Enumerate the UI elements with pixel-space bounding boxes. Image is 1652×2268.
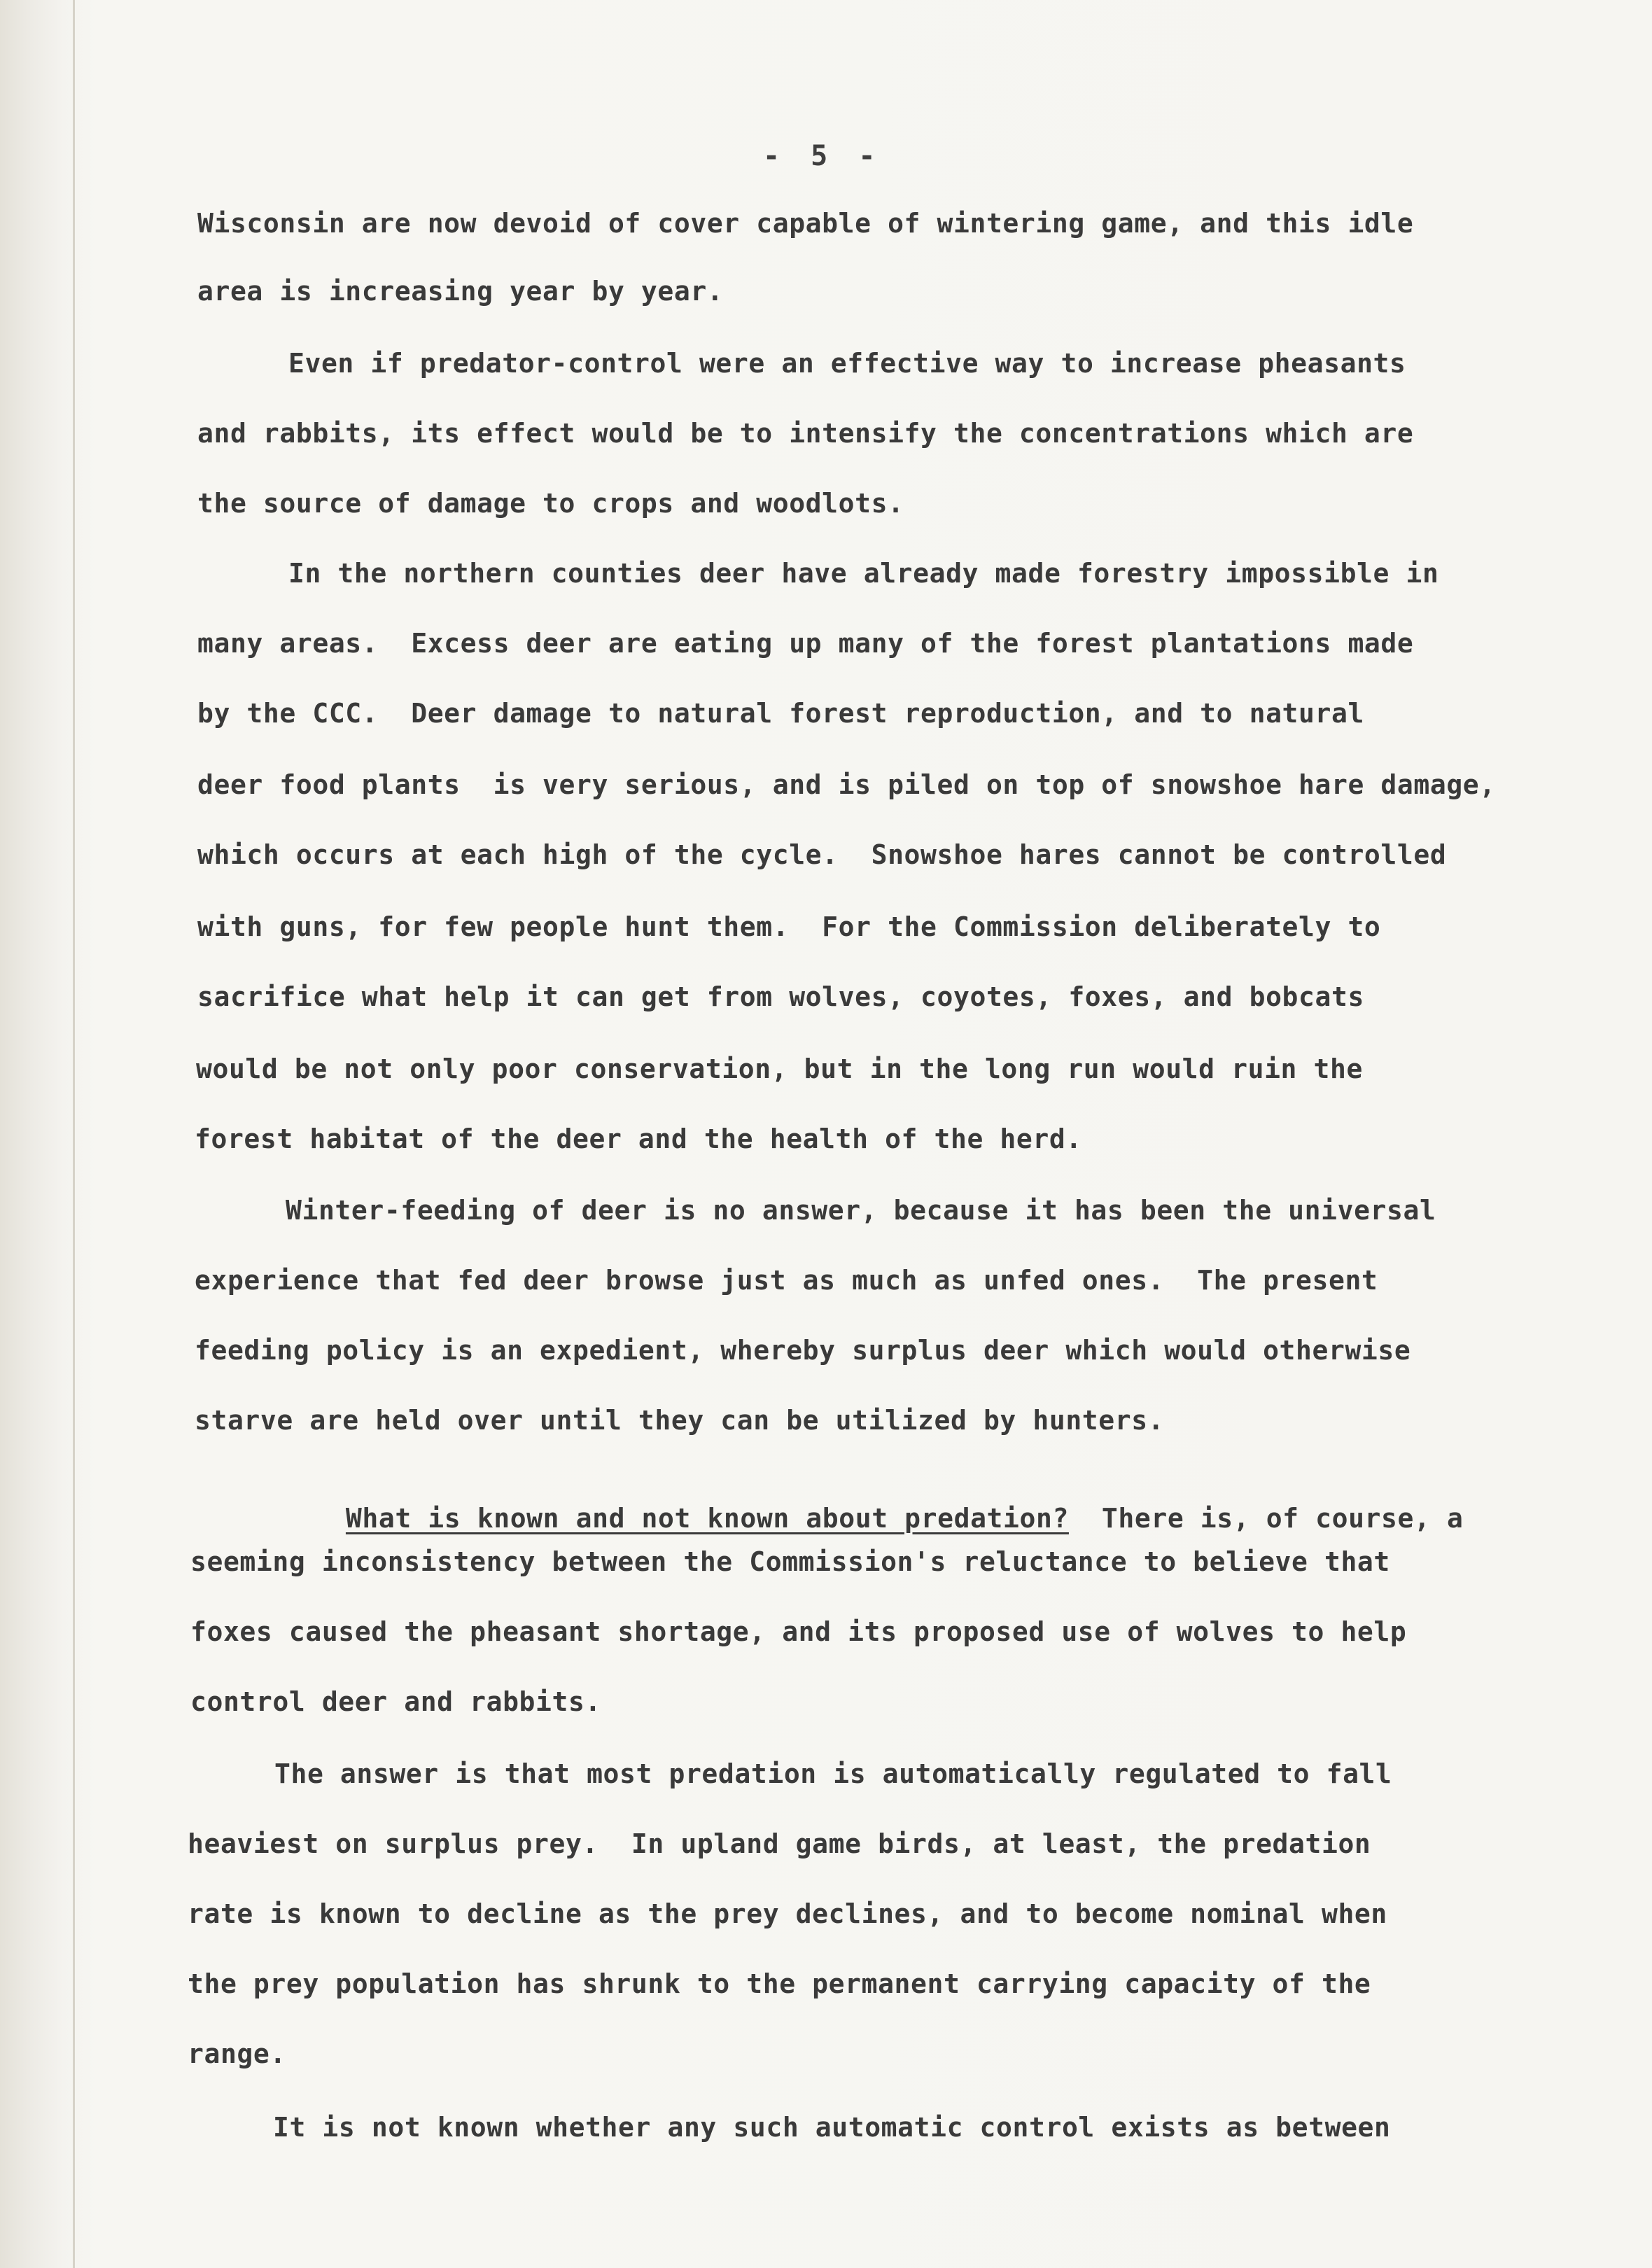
body-line: by the CCC. Deer damage to natural forest reproduction, and to natural: [197, 698, 1364, 729]
body-line: Even if predator-control were an effective way to increase pheasants: [288, 348, 1406, 379]
page-number: - 5 -: [763, 140, 883, 172]
body-line: experience that fed deer browse just as much as unfed ones. The present: [195, 1265, 1378, 1296]
paper-fold-edge: [73, 0, 75, 2268]
body-line: many areas. Excess deer are eating up many of the forest plantations made: [197, 628, 1414, 659]
body-line: area is increasing year by year.: [197, 276, 724, 307]
body-line: which occurs at each high of the cycle. Snowshoe hares cannot be controlled: [197, 839, 1447, 870]
body-line: feeding policy is an expedient, whereby surplus deer which would otherwise: [195, 1335, 1411, 1366]
body-line: heaviest on surplus prey. In upland game birds, at least, the predation: [188, 1828, 1371, 1859]
body-line: would be not only poor conservation, but in the long run would ruin the: [196, 1054, 1363, 1084]
body-line: forest habitat of the deer and the health of the herd.: [195, 1124, 1082, 1154]
body-line: The answer is that most predation is automatically regulated to fall: [274, 1758, 1392, 1789]
body-line: the prey population has shrunk to the permanent carrying capacity of the: [188, 1968, 1371, 1999]
body-line: and rabbits, its effect would be to intensify the concentrations which are: [197, 418, 1414, 449]
body-line: Wisconsin are now devoid of cover capable of wintering game, and this idle: [197, 208, 1414, 239]
body-line: rate is known to decline as the prey declines, and to become nominal when: [188, 1898, 1387, 1929]
body-line: foxes caused the pheasant shortage, and its proposed use of wolves to help: [190, 1616, 1407, 1647]
body-line: with guns, for few people hunt them. For the Commission deliberately to: [197, 911, 1381, 942]
body-line: Winter-feeding of deer is no answer, because it has been the universal: [286, 1195, 1436, 1226]
body-line: the source of damage to crops and woodlots.: [197, 488, 904, 519]
body-line: sacrifice what help it can get from wolves, coyotes, foxes, and bobcats: [197, 981, 1364, 1012]
heading-continuation: There is, of course, a: [1068, 1503, 1464, 1534]
section-heading: What is known and not known about predation?: [345, 1503, 1069, 1534]
body-line: deer food plants is very serious, and is piled on top of snowshoe hare damage,: [197, 769, 1496, 800]
body-line: seeming inconsistency between the Commission's reluctance to believe that: [190, 1546, 1390, 1577]
body-line: range.: [188, 2038, 286, 2069]
body-line: It is not known whether any such automatic control exists as between: [273, 2112, 1391, 2143]
body-line: In the northern counties deer have already made forestry impossible in: [288, 558, 1439, 589]
body-line: starve are held over until they can be utilized by hunters.: [195, 1405, 1165, 1436]
body-line: control deer and rabbits.: [190, 1686, 601, 1717]
